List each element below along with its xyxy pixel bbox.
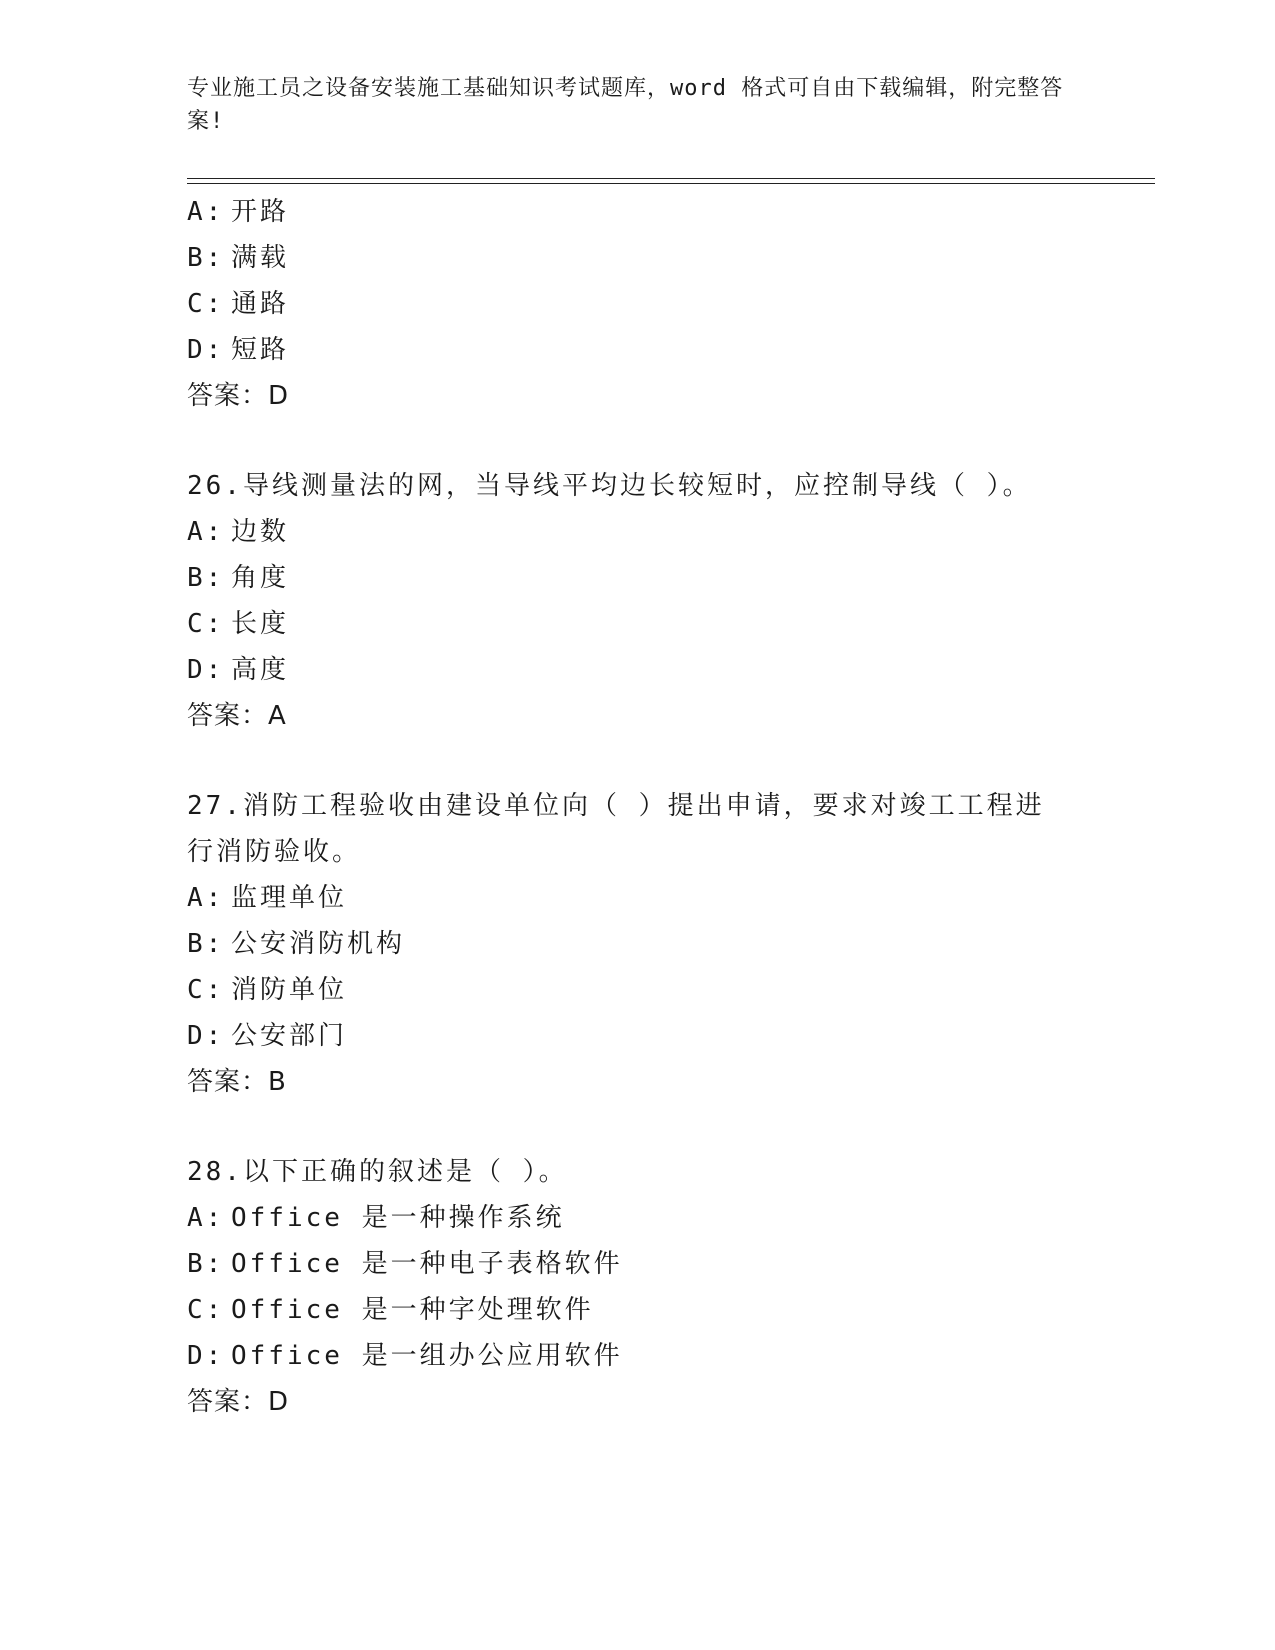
answer-line — [187, 373, 1087, 419]
option-d: D: 高度 — [187, 655, 290, 685]
option-d: D: 公安部门 — [187, 1021, 348, 1051]
option-a: A: 边数 — [187, 517, 290, 547]
option-b: B: 满载 — [187, 243, 290, 273]
answer-line — [187, 1059, 1087, 1105]
answer-line — [187, 693, 1087, 739]
option-a: A: 开路 — [187, 197, 290, 227]
option-a: A: Office 是一种操作系统 — [187, 1203, 565, 1233]
answer-value: B — [268, 1067, 287, 1097]
answer-label: 答案： — [187, 381, 269, 411]
question-text: 26.导线测量法的网，当导线平均边长较短时，应控制导线（ ）。 — [187, 471, 1032, 501]
option-c: C: 长度 — [187, 609, 290, 639]
option-a: A: 监理单位 — [187, 883, 348, 913]
question-text: 28.以下正确的叙述是（ ）。 — [187, 1157, 568, 1187]
option-c: C: 消防单位 — [187, 975, 348, 1005]
option-b: B: Office 是一种电子表格软件 — [187, 1249, 623, 1279]
option-d: D: Office 是一组办公应用软件 — [187, 1341, 623, 1371]
question-block — [187, 189, 1087, 419]
answer-line — [187, 1379, 1087, 1425]
question-block — [187, 783, 1087, 1105]
document-header: 专业施工员之设备安装施工基础知识考试题库，word 格式可自由下载编辑，附完整答案! — [187, 76, 1064, 134]
option-c: C: Office 是一种字处理软件 — [187, 1295, 594, 1325]
option-b: B: 角度 — [187, 563, 290, 593]
answer-value: D — [268, 381, 290, 411]
answer-value: D — [268, 1387, 290, 1417]
option-c: C: 通路 — [187, 289, 290, 319]
question-text: 27.消防工程验收由建设单位向（ ）提出申请，要求对竣工工程进行消防验收。 — [187, 791, 1045, 867]
question-list — [187, 189, 1087, 1425]
option-d: D: 短路 — [187, 335, 290, 365]
option-b: B: 公安消防机构 — [187, 929, 406, 959]
question-block — [187, 463, 1087, 739]
answer-label: 答案： — [187, 1387, 269, 1417]
answer-label: 答案： — [187, 1067, 269, 1097]
header-rule-top — [187, 178, 1155, 179]
header-rule-bottom — [187, 183, 1155, 184]
answer-label: 答案： — [187, 701, 269, 731]
question-block — [187, 1149, 1087, 1425]
answer-value: A — [268, 701, 287, 731]
